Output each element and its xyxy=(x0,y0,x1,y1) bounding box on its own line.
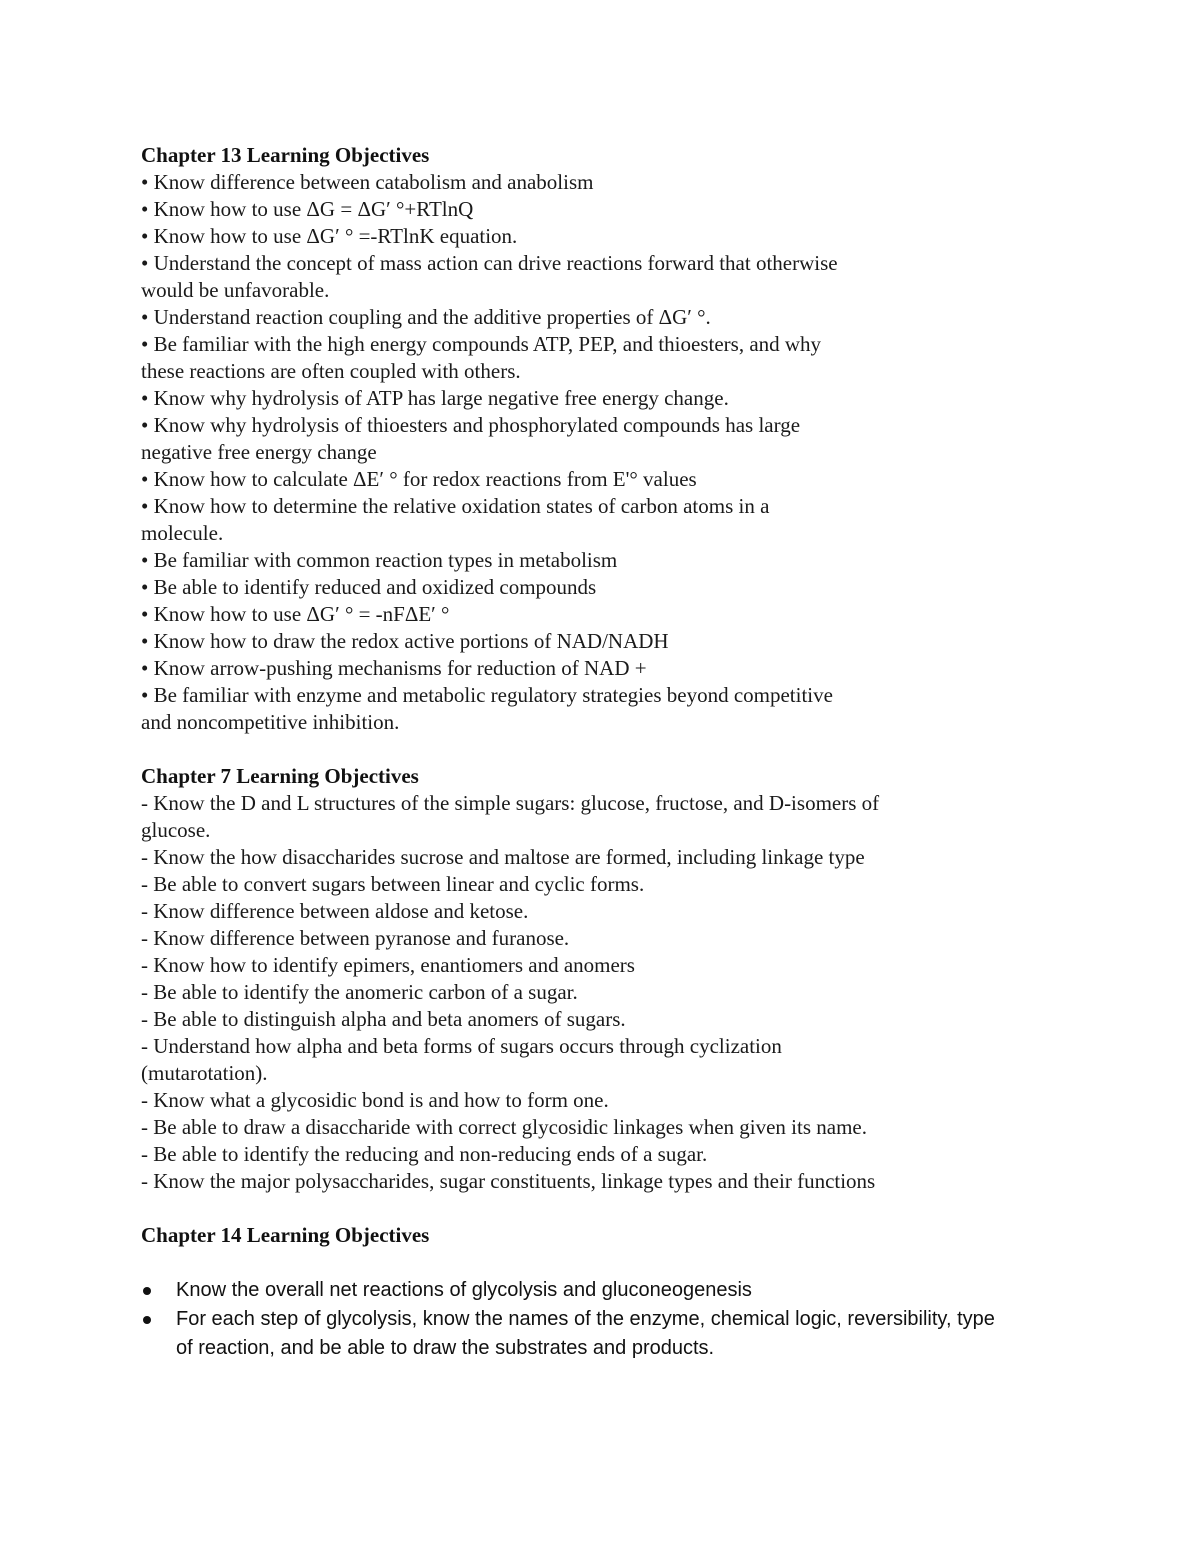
objective-line: these reactions are often coupled with others. xyxy=(141,359,521,383)
objective-line: glucose. xyxy=(141,818,211,842)
objective-line: • Know how to use ΔG′ ° =-RTlnK equation. xyxy=(141,224,518,248)
objective-text: of reaction, and be able to draw the substrates and products. xyxy=(176,1337,715,1359)
objective-line: - Be able to identify the reducing and non-reducing ends of a sugar. xyxy=(141,1142,708,1166)
objective-line: • Be able to identify reduced and oxidized compounds xyxy=(141,575,597,599)
objective-text: Know the overall net reactions of glycolysis and gluconeogenesis xyxy=(176,1279,752,1301)
objective-line: • Know how to calculate ΔE′ ° for redox reactions from E'° values xyxy=(141,467,697,491)
chapter-13-heading: Chapter 13 Learning Objectives xyxy=(141,143,430,167)
list-item xyxy=(141,1276,1081,1305)
chapter-14-objectives xyxy=(141,1276,1081,1363)
objective-line: - Know the major polysaccharides, sugar constituents, linkage types and their functions xyxy=(141,1169,876,1193)
objective-line: (mutarotation). xyxy=(141,1061,268,1085)
objective-line: • Be familiar with the high energy compounds ATP, PEP, and thioesters, and why xyxy=(141,332,822,356)
objective-line: • Know how to draw the redox active portions of NAD/NADH xyxy=(141,629,669,653)
objective-line: • Be familiar with enzyme and metabolic regulatory strategies beyond competitive xyxy=(141,683,833,707)
objective-line: - Be able to draw a disaccharide with correct glycosidic linkages when given its name. xyxy=(141,1115,867,1139)
objective-line: • Be familiar with common reaction types in metabolism xyxy=(141,548,618,572)
bullet-icon xyxy=(143,1287,151,1295)
bullet-icon xyxy=(143,1316,151,1324)
objective-line: - Know how to identify epimers, enantiomers and anomers xyxy=(141,953,635,977)
objective-line: • Know arrow-pushing mechanisms for reduction of NAD + xyxy=(141,656,647,680)
objective-line: • Understand the concept of mass action can drive reactions forward that otherwise xyxy=(141,251,838,275)
objective-line: • Know difference between catabolism and anabolism xyxy=(141,170,594,194)
objective-line: - Understand how alpha and beta forms of sugars occurs through cyclization xyxy=(141,1034,782,1058)
objective-line: - Know the D and L structures of the simple sugars: glucose, fructose, and D-isomers of xyxy=(141,791,880,815)
objective-line: negative free energy change xyxy=(141,440,377,464)
chapter-7-heading: Chapter 7 Learning Objectives xyxy=(141,764,419,788)
objective-line: - Know the how disaccharides sucrose and maltose are formed, including linkage type xyxy=(141,845,865,869)
chapter-14-heading: Chapter 14 Learning Objectives xyxy=(141,1223,430,1247)
objective-line: and noncompetitive inhibition. xyxy=(141,710,400,734)
objective-line: • Know why hydrolysis of ATP has large negative free energy change. xyxy=(141,386,729,410)
objective-line: molecule. xyxy=(141,521,224,545)
objective-line: - Be able to distinguish alpha and beta anomers of sugars. xyxy=(141,1007,626,1031)
list-item xyxy=(141,1305,1081,1363)
objective-line: • Know how to use ΔG′ ° = -nFΔE′ ° xyxy=(141,602,450,626)
objective-line: • Know how to determine the relative oxidation states of carbon atoms in a xyxy=(141,494,770,518)
document-content xyxy=(141,142,1081,1363)
section-spacer xyxy=(141,736,1081,763)
objective-line: - Know difference between aldose and ketose. xyxy=(141,899,529,923)
objective-line: - Be able to convert sugars between linear and cyclic forms. xyxy=(141,872,645,896)
section-spacer xyxy=(141,1195,1081,1222)
objective-line: - Be able to identify the anomeric carbon of a sugar. xyxy=(141,980,578,1004)
objective-text: For each step of glycolysis, know the names of the enzyme, chemical logic, reversibility, type xyxy=(176,1308,995,1330)
objective-line: • Understand reaction coupling and the additive properties of ΔG′ °. xyxy=(141,305,711,329)
objective-line: • Know why hydrolysis of thioesters and phosphorylated compounds has large xyxy=(141,413,801,437)
objective-line: • Know how to use ΔG = ΔG′ °+RTlnQ xyxy=(141,197,474,221)
chapter-13-objectives xyxy=(141,169,1081,736)
section-spacer xyxy=(141,1249,1081,1276)
chapter-7-objectives xyxy=(141,790,1081,1195)
objective-line: - Know difference between pyranose and furanose. xyxy=(141,926,570,950)
objective-line: - Know what a glycosidic bond is and how to form one. xyxy=(141,1088,609,1112)
objective-line: would be unfavorable. xyxy=(141,278,330,302)
